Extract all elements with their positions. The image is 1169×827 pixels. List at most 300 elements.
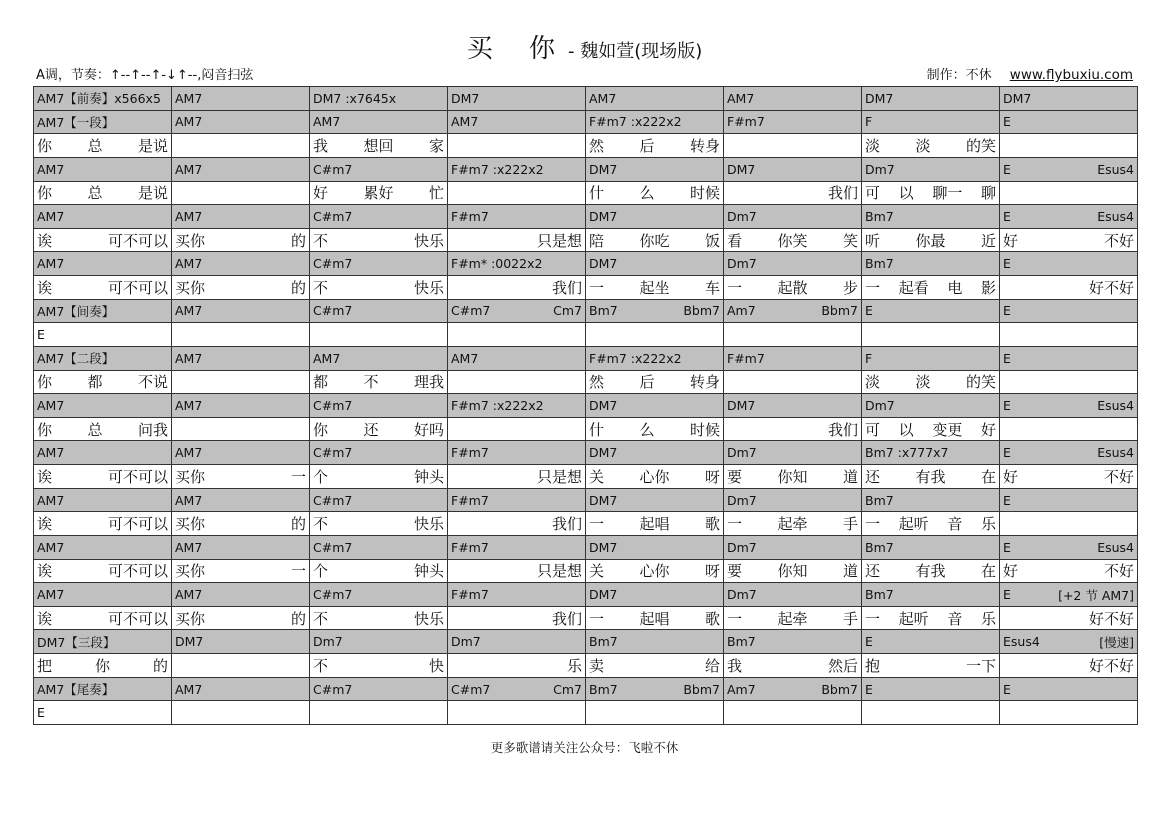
chord-symbol: AM7: [451, 114, 479, 130]
lyric-text: 么: [639, 184, 655, 203]
lyric-cell: [34, 607, 172, 631]
lyric-text: 起唱: [639, 609, 670, 628]
chord-cell: [586, 323, 724, 347]
lyric-text: 起看: [898, 278, 929, 297]
lyric-text: 家: [428, 137, 444, 156]
chord-cell: [862, 394, 1000, 418]
chord-cell: [862, 701, 1000, 725]
lyric-text: 不好: [1103, 562, 1134, 581]
chord-cell: [1000, 205, 1138, 229]
lyric-text: 忙: [428, 184, 444, 203]
chord-cell: [34, 111, 172, 135]
lyric-text: 还: [865, 467, 881, 486]
lyric-text: 问我: [137, 420, 168, 439]
song-subtitle: - 魏如萱(现场版): [568, 41, 703, 62]
lyric-text: 你: [37, 184, 53, 203]
lyric-text: 变更: [932, 420, 963, 439]
lyric-text: 歌: [704, 609, 720, 628]
lyric-cell: [34, 276, 172, 300]
chord-symbol: Bm7 :x777x7: [865, 445, 949, 461]
lyric-cell: [34, 182, 172, 206]
chord-symbol: Dm7: [727, 208, 757, 224]
lyric-text: 起听: [898, 609, 929, 628]
chord-cell: [1000, 441, 1138, 465]
lyric-cell: [172, 607, 310, 631]
chord-symbol: E: [865, 634, 873, 650]
chord-symbol: Dm7: [865, 397, 895, 413]
chord-symbol: AM7: [37, 492, 65, 508]
lyric-cell: [586, 607, 724, 631]
chord-cell: [862, 87, 1000, 111]
chord-cell: [724, 701, 862, 725]
chord-symbol: E: [1003, 445, 1011, 461]
chord-cell: [448, 158, 586, 182]
lyric-text: 你: [37, 420, 53, 439]
lyric-text: 还: [363, 420, 379, 439]
chord-symbol: Bm7: [589, 634, 618, 650]
chord-symbol: DM7: [589, 445, 618, 461]
lyric-text: 转身: [689, 137, 720, 156]
chord-cell: [862, 536, 1000, 560]
chord-cell: [172, 158, 310, 182]
chord-cell: [448, 323, 586, 347]
chord-cell: [310, 111, 448, 135]
chord-symbol: F#m7 :x222x2: [451, 161, 544, 177]
chord-cell: [586, 630, 724, 654]
lyric-cell: [724, 512, 862, 536]
lyric-text: 累好: [363, 184, 394, 203]
lyric-cell: [724, 134, 862, 158]
lyric-text: 好不好: [1088, 656, 1134, 675]
chord-cell: [586, 205, 724, 229]
lyric-text: 淡: [865, 137, 881, 156]
lyric-cell: [724, 560, 862, 584]
chord-cell: [448, 441, 586, 465]
chord-cell: [1000, 701, 1138, 725]
chord-symbol: Dm7: [727, 539, 757, 555]
chord-symbol: F#m* :0022x2: [451, 256, 543, 272]
chord-cell: [310, 678, 448, 702]
chord-symbol: C#m7: [313, 208, 353, 224]
lyric-text: 一: [290, 562, 306, 581]
chord-symbol: AM7: [175, 397, 203, 413]
lyric-text: 好不好: [1088, 278, 1134, 297]
chord-symbol: C#m7: [313, 587, 353, 603]
lyric-text: 然: [589, 373, 605, 392]
chord-symbol: E: [865, 303, 873, 319]
lyric-cell: [310, 654, 448, 678]
chord-symbol: Bbm7: [821, 303, 858, 319]
lyric-text: 淡: [915, 373, 931, 392]
lyric-text: 给: [704, 656, 720, 675]
chord-cell: [586, 583, 724, 607]
chord-symbol: E: [37, 327, 45, 343]
lyric-text: 手: [842, 609, 858, 628]
chord-cell: [586, 678, 724, 702]
lyric-text: 在: [980, 562, 996, 581]
website-link[interactable]: www.flybuxiu.com: [1009, 67, 1133, 83]
chord-symbol: DM7: [589, 161, 618, 177]
chord-cell: [1000, 583, 1138, 607]
chord-cell: [586, 394, 724, 418]
lyric-cell: [586, 276, 724, 300]
chord-symbol: Bm7: [865, 256, 894, 272]
chord-cell: [586, 536, 724, 560]
lyric-text: 起牵: [777, 609, 808, 628]
lyric-text: 总: [87, 137, 103, 156]
lyric-text: 的: [290, 609, 306, 628]
chord-cell: [724, 87, 862, 111]
lyric-text: 车: [704, 278, 720, 297]
chord-symbol: AM7: [589, 90, 617, 106]
chord-symbol: C#m7: [451, 681, 491, 697]
chord-symbol: E: [37, 705, 45, 721]
lyric-cell: [1000, 229, 1138, 253]
chord-cell: [310, 630, 448, 654]
chord-symbol: Bm7: [865, 492, 894, 508]
lyric-text: 快: [428, 656, 444, 675]
chord-symbol: Cm7: [553, 303, 582, 319]
lyric-text: 后: [639, 137, 655, 156]
lyric-cell: [172, 371, 310, 395]
lyric-text: 一: [589, 278, 605, 297]
chord-symbol: F#m7: [451, 587, 489, 603]
chord-symbol: E: [1003, 681, 1011, 697]
lyric-text: 诶: [37, 609, 53, 628]
lyric-cell: [724, 229, 862, 253]
lyric-text: 笑: [842, 231, 858, 250]
lyric-cell: [34, 134, 172, 158]
lyric-text: 可不可以: [107, 278, 168, 297]
chord-symbol: DM7: [589, 587, 618, 603]
lyric-cell: [448, 418, 586, 442]
chord-symbol: AM7【前奏】x566x5: [37, 91, 161, 107]
lyric-text: 什: [589, 420, 605, 439]
lyric-cell: [586, 229, 724, 253]
lyric-text: 买你: [175, 278, 206, 297]
chord-symbol: DM7: [727, 397, 756, 413]
lyric-cell: [172, 654, 310, 678]
chord-symbol: AM7: [727, 90, 755, 106]
lyric-cell: [448, 182, 586, 206]
chord-cell: [862, 158, 1000, 182]
chord-symbol: F#m7: [451, 445, 489, 461]
chord-cell: [310, 536, 448, 560]
chord-cell: [310, 441, 448, 465]
chord-symbol: E: [1003, 587, 1011, 603]
lyric-text: 买你: [175, 231, 206, 250]
lyric-cell: [448, 371, 586, 395]
chord-symbol: DM7: [175, 634, 204, 650]
chord-symbol: AM7: [175, 350, 203, 366]
lyric-text: 起听: [898, 515, 929, 534]
lyric-text: 好吗: [413, 420, 444, 439]
chord-symbol: Dm7: [727, 256, 757, 272]
lyric-text: 一下: [965, 656, 996, 675]
chord-cell: [448, 205, 586, 229]
chord-cell: [34, 536, 172, 560]
lyric-cell: [448, 229, 586, 253]
chord-symbol: Dm7: [865, 161, 895, 177]
lyric-cell: [34, 371, 172, 395]
chord-cell: [172, 323, 310, 347]
chord-symbol: F#m7 :x222x2: [589, 114, 682, 130]
lyric-text: 关: [589, 467, 605, 486]
chord-cell: [1000, 347, 1138, 371]
chord-symbol: Esus4: [1097, 161, 1134, 177]
lyric-text: 看: [727, 231, 743, 250]
lyric-cell: [1000, 276, 1138, 300]
chord-cell: [1000, 394, 1138, 418]
chord-cell: [862, 252, 1000, 276]
lyric-text: 转身: [689, 373, 720, 392]
chord-cell: [724, 489, 862, 513]
lyric-text: 买你: [175, 515, 206, 534]
chord-cell: [34, 394, 172, 418]
lyric-text: 买你: [175, 609, 206, 628]
lyric-text: 不: [363, 373, 379, 392]
lyric-text: 你最: [915, 231, 946, 250]
lyric-text: 你知: [777, 562, 808, 581]
lyric-cell: [862, 371, 1000, 395]
chord-cell: [34, 630, 172, 654]
lyric-text: 好不好: [1088, 609, 1134, 628]
chord-symbol: Esus4: [1097, 208, 1134, 224]
chord-cell: [172, 394, 310, 418]
chord-cell: [724, 394, 862, 418]
lyric-cell: [34, 560, 172, 584]
lyric-text: 乐: [566, 656, 582, 675]
chord-cell: [724, 111, 862, 135]
chord-symbol: DM7 :x7645x: [313, 90, 397, 106]
lyric-text: 你笑: [777, 231, 808, 250]
chord-cell: [1000, 111, 1138, 135]
lyric-cell: [34, 229, 172, 253]
chord-symbol: AM7【间奏】: [37, 303, 115, 319]
chord-symbol: E: [1003, 208, 1011, 224]
lyric-text: 可不可以: [107, 231, 168, 250]
chord-symbol: AM7: [37, 539, 65, 555]
chord-symbol: Esus4: [1097, 445, 1134, 461]
lyric-text: 一: [865, 515, 881, 534]
lyric-text: 歌: [704, 515, 720, 534]
chord-cell: [310, 158, 448, 182]
lyric-text: 诶: [37, 231, 53, 250]
chord-cell: [862, 678, 1000, 702]
lyric-cell: [310, 229, 448, 253]
lyric-cell: [1000, 560, 1138, 584]
chord-symbol: E: [1003, 539, 1011, 555]
chord-symbol: DM7: [589, 256, 618, 272]
lyric-cell: [172, 465, 310, 489]
chord-cell: [1000, 158, 1138, 182]
lyric-text: 的笑: [965, 137, 996, 156]
lyric-cell: [1000, 607, 1138, 631]
chord-symbol: DM7: [727, 161, 756, 177]
lyric-cell: [310, 134, 448, 158]
chord-symbol: DM7【三段】: [37, 634, 116, 650]
lyric-text: 以: [898, 184, 914, 203]
chord-cell: [448, 252, 586, 276]
chord-cell: [862, 441, 1000, 465]
lyric-text: 有我: [915, 562, 946, 581]
chord-symbol: E: [865, 681, 873, 697]
lyric-text: 个: [313, 467, 329, 486]
lyric-text: 你: [37, 373, 53, 392]
chord-cell: [310, 300, 448, 324]
lyric-cell: [724, 465, 862, 489]
chord-symbol: AM7: [175, 445, 203, 461]
chord-cell: [310, 87, 448, 111]
lyric-text: 想回: [363, 137, 394, 156]
lyric-cell: [448, 607, 586, 631]
chord-cell: [34, 701, 172, 725]
chord-symbol: Bm7: [589, 681, 618, 697]
chord-cell: [586, 347, 724, 371]
lyric-text: 在: [980, 467, 996, 486]
lyric-cell: [1000, 371, 1138, 395]
lyric-text: 一: [727, 278, 743, 297]
chord-symbol: C#m7: [313, 492, 353, 508]
chord-cell: [724, 205, 862, 229]
lyric-cell: [862, 465, 1000, 489]
lyric-text: 总: [87, 420, 103, 439]
footer-note: 更多歌谱请关注公众号：飞啦不休: [490, 740, 679, 755]
chord-cell: [448, 300, 586, 324]
lyric-cell: [448, 654, 586, 678]
chord-symbol: Bm7: [865, 587, 894, 603]
chord-cell: [172, 87, 310, 111]
chord-cell: [1000, 300, 1138, 324]
chord-symbol: Cm7: [553, 681, 582, 697]
lyric-cell: [862, 418, 1000, 442]
chord-cell: [172, 441, 310, 465]
lyric-text: 只是想: [536, 467, 582, 486]
lyric-text: 音: [947, 609, 963, 628]
lyric-cell: [862, 229, 1000, 253]
lyric-text: 还: [865, 562, 881, 581]
lyric-text: 诶: [37, 562, 53, 581]
chord-symbol: AM7: [313, 350, 341, 366]
lyric-text: 有我: [915, 467, 946, 486]
chord-symbol: F: [865, 114, 873, 130]
chord-symbol: Dm7: [313, 634, 343, 650]
lyric-text: 心你: [639, 467, 670, 486]
chord-symbol: AM7: [175, 303, 203, 319]
chord-cell: [34, 489, 172, 513]
chord-symbol: AM7【尾奏】: [37, 682, 115, 698]
chord-symbol: Bm7: [865, 539, 894, 555]
chord-cell: [172, 111, 310, 135]
chord-symbol: Bm7: [589, 303, 618, 319]
lyric-text: 可不可以: [107, 609, 168, 628]
chord-cell: [724, 323, 862, 347]
lyric-text: 你吃: [639, 231, 670, 250]
chord-symbol: AM7: [175, 161, 203, 177]
chord-symbol: Dm7: [451, 634, 481, 650]
lyric-cell: [34, 512, 172, 536]
chord-symbol: AM7: [451, 350, 479, 366]
chord-symbol: Bm7: [865, 208, 894, 224]
chord-symbol: C#m7: [313, 161, 353, 177]
chord-symbol: Bbm7: [683, 681, 720, 697]
chord-symbol: E: [1003, 397, 1011, 413]
chord-symbol: C#m7: [313, 397, 353, 413]
lyric-text: 好: [980, 420, 996, 439]
chord-symbol: Am7: [727, 303, 756, 319]
lyric-cell: [862, 560, 1000, 584]
lyric-text: 你: [94, 656, 110, 675]
lyric-text: 你知: [777, 467, 808, 486]
chord-symbol: AM7: [175, 681, 203, 697]
lyric-cell: [1000, 182, 1138, 206]
chord-cell: [862, 323, 1000, 347]
lyric-text: 后: [639, 373, 655, 392]
chord-cell: [172, 583, 310, 607]
lyric-cell: [724, 276, 862, 300]
lyric-text: 以: [898, 420, 914, 439]
lyric-cell: [1000, 512, 1138, 536]
lyric-text: 不: [313, 609, 329, 628]
lyric-text: 好: [313, 184, 329, 203]
chord-symbol: DM7: [589, 208, 618, 224]
chord-cell: [172, 678, 310, 702]
lyric-cell: [862, 134, 1000, 158]
chord-cell: [862, 111, 1000, 135]
chord-symbol: AM7: [37, 208, 65, 224]
chord-symbol: Bbm7: [821, 681, 858, 697]
lyric-text: 钟头: [413, 562, 444, 581]
maker-name: 制作：不休: [926, 68, 992, 83]
chord-cell: [724, 583, 862, 607]
chord-cell: [310, 394, 448, 418]
chord-cell: [586, 158, 724, 182]
chord-symbol: C#m7: [313, 303, 353, 319]
lyric-text: 近: [980, 231, 996, 250]
key-rhythm-info: A调，节奏：↑--↑--↑-↓↑--,闷音扫弦: [36, 68, 254, 83]
chord-symbol: Dm7: [727, 492, 757, 508]
chord-cell: [172, 630, 310, 654]
lyric-cell: [586, 512, 724, 536]
song-title-block: [0, 28, 1169, 65]
chord-cell: [34, 87, 172, 111]
chord-symbol: AM7: [175, 539, 203, 555]
chord-cell: [586, 441, 724, 465]
chord-cell: [1000, 630, 1138, 654]
chord-cell: [448, 630, 586, 654]
chord-cell: [448, 678, 586, 702]
lyric-text: 钟头: [413, 467, 444, 486]
lyric-text: 不好: [1103, 467, 1134, 486]
lyric-text: 理我: [413, 373, 444, 392]
chord-symbol: AM7: [37, 397, 65, 413]
lyric-text: 乐: [980, 609, 996, 628]
lyric-text: 买你: [175, 467, 206, 486]
lyric-text: 总: [87, 184, 103, 203]
chord-symbol: Bm7: [727, 634, 756, 650]
lyric-text: 什: [589, 184, 605, 203]
chord-symbol: C#m7: [313, 539, 353, 555]
chord-symbol: DM7: [589, 397, 618, 413]
chord-cell: [172, 536, 310, 560]
lyric-text: 好: [1003, 231, 1019, 250]
lyric-text: 不说: [137, 373, 168, 392]
chord-symbol: [慢速]: [1099, 634, 1134, 650]
lyric-cell: [586, 560, 724, 584]
chord-cell: [310, 205, 448, 229]
lyric-text: 不: [313, 515, 329, 534]
chord-cell: [34, 252, 172, 276]
